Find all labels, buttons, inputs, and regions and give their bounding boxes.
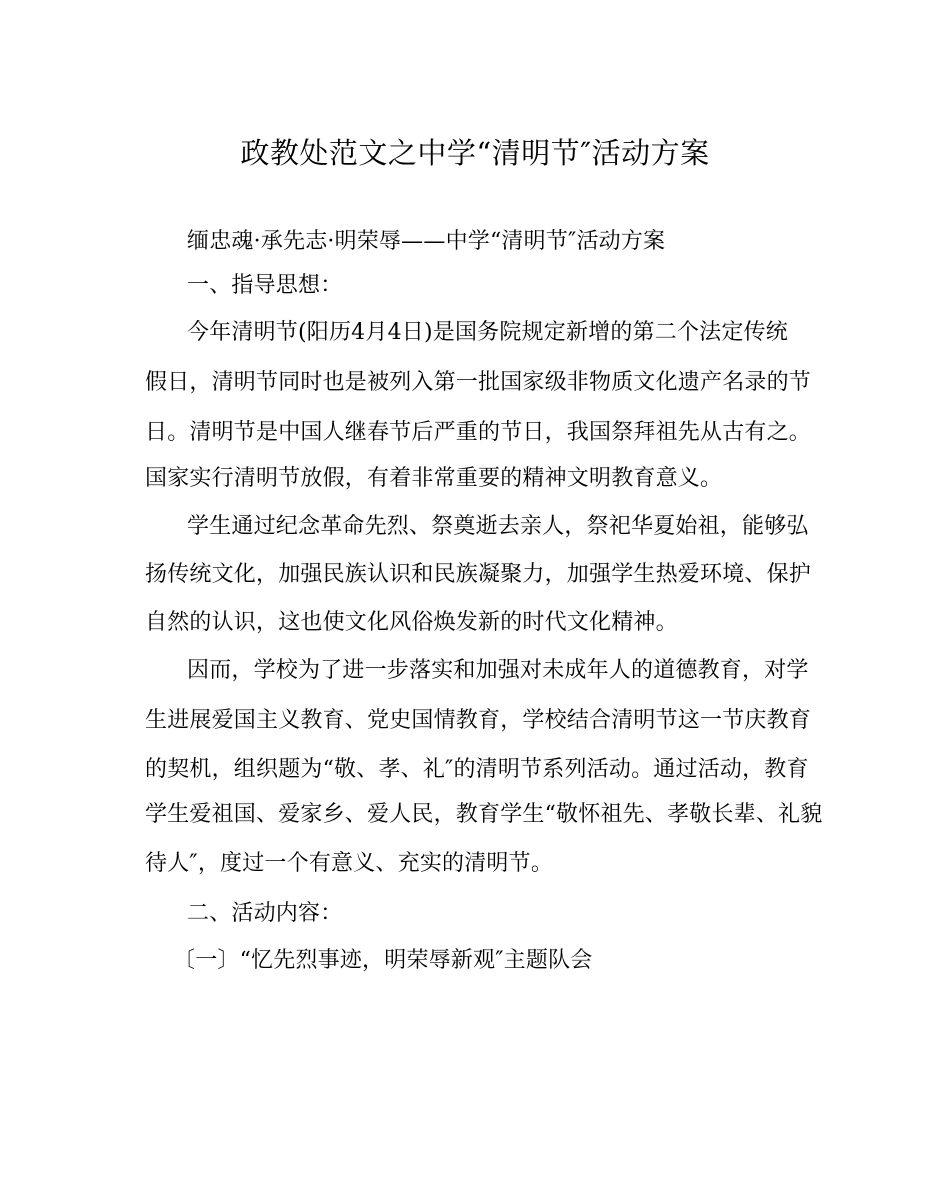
subsection-heading: 〔一〕“忆先烈事迹，明荣辱新观″主题队会 [173,948,593,973]
paragraph-line: 国家实行清明节放假，有着非常重要的精神文明教育意义。 [145,466,723,491]
paragraph-line: 待人″，度过一个有意义、充实的清明节。 [145,851,554,876]
document-subtitle: 缅忠魂·承先志·明荣辱——中学“清明节″活动方案 [187,229,666,254]
paragraph-line: 学生爱祖国、爱家乡、爱人民，教育学生“敬怀祖先、孝敬长辈、礼貌 [145,802,823,827]
paragraph-line: 因而，学校为了进一步落实和加强对未成年人的道德教育，对学 [187,658,809,683]
paragraph-line: 今年清明节(阳历4月4日)是国务院规定新增的第二个法定传统 [187,320,788,345]
document-title: 政教处范文之中学“清明节″活动方案 [240,136,710,170]
paragraph-line: 日。清明节是中国人继春节后严重的节日，我国祭拜祖先从古有之。 [145,420,812,445]
paragraph-line: 假日，清明节同时也是被列入第一批国家级非物质文化遗产名录的节 [145,370,812,395]
paragraph-line: 学生通过纪念革命先烈、祭奠逝去亲人，祭祀华夏始祖，能够弘 [187,514,809,539]
paragraph-line: 自然的认识，这也使文化风俗焕发新的时代文化精神。 [145,610,678,635]
section-heading-guiding-thought: 一、指导思想： [187,273,343,298]
section-heading-activities: 二、活动内容： [187,901,343,926]
paragraph-line: 扬传统文化，加强民族认识和民族凝聚力，加强学生热爱环境、保护 [145,562,812,587]
paragraph-line: 生进展爱国主义教育、党史国情教育，学校结合清明节这一节庆教育 [145,708,812,733]
paragraph-line: 的契机，组织题为“敬、孝、礼″的清明节系列活动。通过活动，教育 [145,757,809,782]
